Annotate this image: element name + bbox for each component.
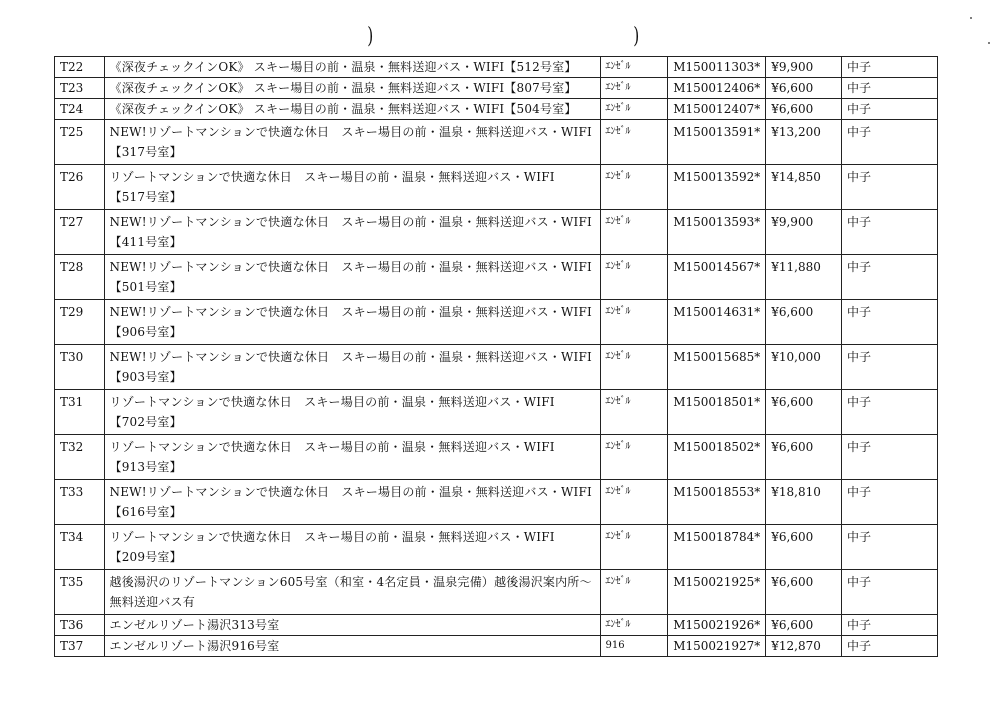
- row-id: T29: [55, 300, 105, 345]
- row-description: NEW!リゾートマンションで快適な休日 スキー場目の前・温泉・無料送迎バス・WIFI 【411号室】: [104, 210, 600, 255]
- row-code: M150018553*: [668, 480, 766, 525]
- table-row: [55, 480, 938, 525]
- row-price: ¥9,900: [766, 210, 842, 255]
- table-row: [55, 210, 938, 255]
- row-type: ｴﾝｾﾞﾙ: [600, 570, 668, 615]
- row-price: ¥6,600: [766, 525, 842, 570]
- row-code: M150014567*: [668, 255, 766, 300]
- row-id: T35: [55, 570, 105, 615]
- row-code: M150021927*: [668, 636, 766, 657]
- row-type: ｴﾝｾﾞﾙ: [600, 435, 668, 480]
- row-id: T33: [55, 480, 105, 525]
- table-row: [55, 78, 938, 99]
- row-description: リゾートマンションで快適な休日 スキー場目の前・温泉・無料送迎バス・WIFI 【913号室】: [104, 435, 600, 480]
- table-row: [55, 300, 938, 345]
- row-id: T30: [55, 345, 105, 390]
- row-type: ｴﾝｾﾞﾙ: [600, 78, 668, 99]
- row-id: T22: [55, 57, 105, 78]
- row-id: T27: [55, 210, 105, 255]
- scan-speck: [970, 17, 972, 19]
- row-area: 中子: [841, 480, 937, 525]
- table-row: [55, 99, 938, 120]
- row-area: 中子: [841, 165, 937, 210]
- row-description: 《深夜チェックインOK》 スキー場目の前・温泉・無料送迎バス・WIFI【807号室】: [104, 78, 600, 99]
- row-id: T26: [55, 165, 105, 210]
- row-description: NEW!リゾートマンションで快適な休日 スキー場目の前・温泉・無料送迎バス・WIFI【317号室】: [104, 120, 600, 165]
- row-description: NEW!リゾートマンションで快適な休日 スキー場目の前・温泉・無料送迎バス・WIFI 【501号室】: [104, 255, 600, 300]
- row-type: ｴﾝｾﾞﾙ: [600, 120, 668, 165]
- row-price: ¥6,600: [766, 570, 842, 615]
- row-code: M150018502*: [668, 435, 766, 480]
- row-type: ｴﾝｾﾞﾙ: [600, 57, 668, 78]
- row-description: NEW!リゾートマンションで快適な休日 スキー場目の前・温泉・無料送迎バス・WIFI 【616号室】: [104, 480, 600, 525]
- table-row: [55, 165, 938, 210]
- punch-hole-mark: ): [633, 24, 640, 49]
- row-id: T34: [55, 525, 105, 570]
- row-code: M150012407*: [668, 99, 766, 120]
- row-price: ¥12,870: [766, 636, 842, 657]
- table-row: [55, 345, 938, 390]
- row-price: ¥6,600: [766, 99, 842, 120]
- punch-hole-mark: ): [367, 24, 374, 49]
- table-row: [55, 615, 938, 636]
- row-area: 中子: [841, 210, 937, 255]
- row-price: ¥6,600: [766, 435, 842, 480]
- row-description: NEW!リゾートマンションで快適な休日 スキー場目の前・温泉・無料送迎バス・WIFI 【903号室】: [104, 345, 600, 390]
- row-code: M150014631*: [668, 300, 766, 345]
- table-row: [55, 570, 938, 615]
- table-row: [55, 390, 938, 435]
- row-description: 《深夜チェックインOK》 スキー場目の前・温泉・無料送迎バス・WIFI【512号室】: [104, 57, 600, 78]
- row-price: ¥13,200: [766, 120, 842, 165]
- row-price: ¥6,600: [766, 390, 842, 435]
- row-id: T23: [55, 78, 105, 99]
- row-type: ｴﾝｾﾞﾙ: [600, 480, 668, 525]
- row-area: 中子: [841, 570, 937, 615]
- row-type: ｴﾝｾﾞﾙ: [600, 300, 668, 345]
- row-description: リゾートマンションで快適な休日 スキー場目の前・温泉・無料送迎バス・WIFI 【209号室】: [104, 525, 600, 570]
- row-code: M150013591*: [668, 120, 766, 165]
- row-area: 中子: [841, 255, 937, 300]
- row-area: 中子: [841, 345, 937, 390]
- row-price: ¥14,850: [766, 165, 842, 210]
- row-description: リゾートマンションで快適な休日 スキー場目の前・温泉・無料送迎バス・WIFI 【702号室】: [104, 390, 600, 435]
- row-type: ｴﾝｾﾞﾙ: [600, 210, 668, 255]
- row-type: ｴﾝｾﾞﾙ: [600, 615, 668, 636]
- row-code: M150013592*: [668, 165, 766, 210]
- row-code: M150013593*: [668, 210, 766, 255]
- row-code: M150015685*: [668, 345, 766, 390]
- row-area: 中子: [841, 78, 937, 99]
- row-area: 中子: [841, 525, 937, 570]
- row-code: M150018501*: [668, 390, 766, 435]
- row-id: T24: [55, 99, 105, 120]
- row-price: ¥6,600: [766, 300, 842, 345]
- row-type: ｴﾝｾﾞﾙ: [600, 525, 668, 570]
- row-code: M150021925*: [668, 570, 766, 615]
- table-row: [55, 255, 938, 300]
- row-type: ｴﾝｾﾞﾙ: [600, 390, 668, 435]
- scan-speck: [988, 42, 990, 44]
- listing-table: [54, 56, 938, 657]
- row-id: T32: [55, 435, 105, 480]
- row-area: 中子: [841, 435, 937, 480]
- row-type: 916: [600, 636, 668, 657]
- row-id: T31: [55, 390, 105, 435]
- row-area: 中子: [841, 636, 937, 657]
- table-row: [55, 525, 938, 570]
- row-id: T28: [55, 255, 105, 300]
- row-area: 中子: [841, 615, 937, 636]
- table-row: [55, 636, 938, 657]
- row-description: 越後湯沢のリゾートマンション605号室（和室・4名定員・温泉完備）越後湯沢案内所～無料送迎バス有: [104, 570, 600, 615]
- row-area: 中子: [841, 390, 937, 435]
- row-price: ¥6,600: [766, 615, 842, 636]
- row-type: ｴﾝｾﾞﾙ: [600, 255, 668, 300]
- row-price: ¥18,810: [766, 480, 842, 525]
- row-description: エンゼルリゾート湯沢313号室: [104, 615, 600, 636]
- row-price: ¥11,880: [766, 255, 842, 300]
- row-area: 中子: [841, 99, 937, 120]
- table-row: [55, 57, 938, 78]
- row-description: エンゼルリゾート湯沢916号室: [104, 636, 600, 657]
- row-price: ¥6,600: [766, 78, 842, 99]
- row-area: 中子: [841, 57, 937, 78]
- row-code: M150012406*: [668, 78, 766, 99]
- row-code: M150011303*: [668, 57, 766, 78]
- row-type: ｴﾝｾﾞﾙ: [600, 345, 668, 390]
- table-row: [55, 120, 938, 165]
- row-code: M150018784*: [668, 525, 766, 570]
- row-price: ¥9,900: [766, 57, 842, 78]
- punch-marks: [0, 24, 1000, 54]
- row-area: 中子: [841, 300, 937, 345]
- row-type: ｴﾝｾﾞﾙ: [600, 165, 668, 210]
- row-price: ¥10,000: [766, 345, 842, 390]
- row-id: T36: [55, 615, 105, 636]
- row-id: T37: [55, 636, 105, 657]
- row-description: 《深夜チェックインOK》 スキー場目の前・温泉・無料送迎バス・WIFI【504号室】: [104, 99, 600, 120]
- row-description: NEW!リゾートマンションで快適な休日 スキー場目の前・温泉・無料送迎バス・WIFI 【906号室】: [104, 300, 600, 345]
- row-code: M150021926*: [668, 615, 766, 636]
- table-row: [55, 435, 938, 480]
- row-type: ｴﾝｾﾞﾙ: [600, 99, 668, 120]
- row-description: リゾートマンションで快適な休日 スキー場目の前・温泉・無料送迎バス・WIFI 【517号室】: [104, 165, 600, 210]
- row-id: T25: [55, 120, 105, 165]
- row-area: 中子: [841, 120, 937, 165]
